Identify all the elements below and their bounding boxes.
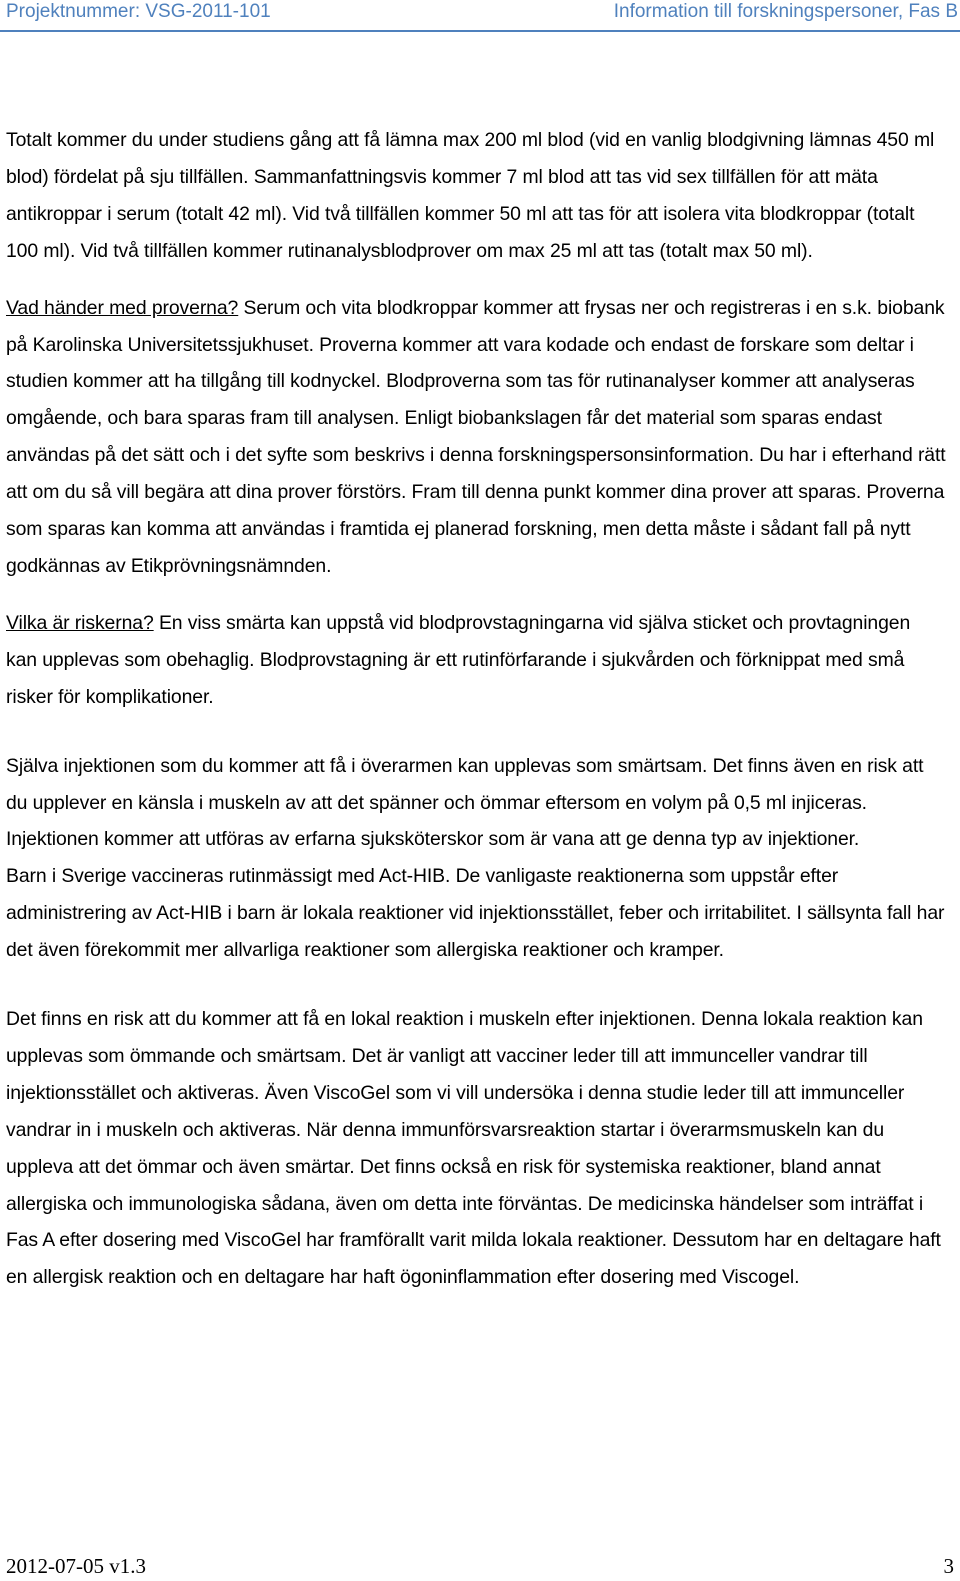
document-body: [6, 122, 946, 1296]
paragraph-text: Själva injektionen som du kommer att få i överarmen kan upplevas som smärtsam. Det finns även en risk att du upplever en känsla i muskeln av att det spänner och ömmar eftersom en volym på 0,5 ml injiceras. Injektionen kommer att utföras av erfarna sjuksköterskor som är vana att ge denna typ av injektioner.: [6, 754, 924, 851]
paragraph-injection: [6, 748, 946, 859]
section-heading-samples: Vad händer med proverna?: [6, 296, 239, 319]
project-number: Projektnummer: VSG-2011-101: [6, 1, 271, 22]
section-heading-risks: Vilka är riskerna?: [6, 611, 154, 634]
paragraph-risks: [6, 605, 946, 716]
paragraph-text: En viss smärta kan uppstå vid blodprovstagningarna vid själva sticket och provtagningen kan upplevas som obehaglig. Blodprovstagning är ett rutinförfarande i sjukvården och förknippat med små risker för komplikationer.: [6, 611, 911, 708]
paragraph-text: Det finns en risk att du kommer att få en lokal reaktion i muskeln efter injektionen. Denna lokala reaktion kan upplevas som ömmande och smärtsam. Det är vanligt att vacciner leder till att immunceller vandrar till injektionsstället och aktiveras. Även ViscoGel som vi vill undersöka i denna studie leder till att immunceller vandrar in i muskeln och aktiveras. När denna immunförsvarsreaktion startar i överarmsmuskeln kan du uppleva att det ömmar och även smärtar. Det finns också en risk för systemiska reaktioner, bland annat allergiska och immunologiska sådana, även om detta inte förväntas. De medicinska händelser som inträffat i Fas A efter dosering med ViscoGel har framförallt varit milda lokala reaktioner. Dessutom har en deltagare haft en allergisk reaktion och en deltagare har haft ögoninflammation efter dosering med Viscogel.: [6, 1008, 941, 1289]
paragraph-samples: [6, 290, 946, 585]
page-number: 3: [943, 1554, 954, 1578]
header-divider: [0, 30, 960, 32]
paragraph-local-reaction: [6, 1001, 946, 1296]
paragraph-gap: [6, 585, 946, 605]
footer-version: 2012-07-05 v1.3: [6, 1554, 146, 1578]
paragraph-text: Serum och vita blodkroppar kommer att frysas ner och registreras i en s.k. biobank på Karolinska Universitetssjukhuset. Proverna kommer att vara kodade och endast de forskare som deltar i studien kommer att ha tillgång till kodnyckel. Blodproverna som tas för rutinanalyser kommer att analyseras omgående, och bara sparas fram till analysen. Enligt biobankslagen får det material som sparas endast användas på det sätt och i det syfte som beskrivs i denna forskningspersonsinformation. Du har i efterhand rätt att om du så vill begära att dina prover förstörs. Fram till denna punkt kommer dina prover att sparas. Proverna som sparas kan komma att användas i framtida ej planerad forskning, men detta måste i sådant fall på nytt godkännas av Etikprövningsnämnden.: [6, 296, 946, 577]
page-header: [0, 0, 960, 34]
paragraph-act-hib: [6, 858, 946, 969]
paragraph-text: Barn i Sverige vaccineras rutinmässigt med Act-HIB. De vanligaste reaktionerna som uppstår efter administrering av Act-HIB i barn är lokala reaktioner vid injektionsstället, feber och irritabilitet. I sällsynta fall har det även förekommit mer allvarliga reaktioner som allergiska reaktioner och kramper.: [6, 865, 945, 962]
document-title: Information till forskningspersoner, Fas B: [613, 1, 958, 22]
paragraph-gap: [6, 716, 946, 748]
paragraph-blood-volume: [6, 122, 946, 270]
paragraph-gap: [6, 270, 946, 290]
paragraph-gap: [6, 969, 946, 1001]
paragraph-text: Totalt kommer du under studiens gång att få lämna max 200 ml blod (vid en vanlig blodgivning lämnas 450 ml blod) fördelat på sju tillfällen. Sammanfattningsvis kommer 7 ml blod att tas vid sex tillfällen för att mäta antikroppar i serum (totalt 42 ml). Vid två tillfällen kommer 50 ml att tas för att isolera vita blodkroppar (totalt 100 ml). Vid två tillfällen kommer rutinanalysblodprover om max 25 ml att tas (totalt max 50 ml).: [6, 129, 935, 262]
